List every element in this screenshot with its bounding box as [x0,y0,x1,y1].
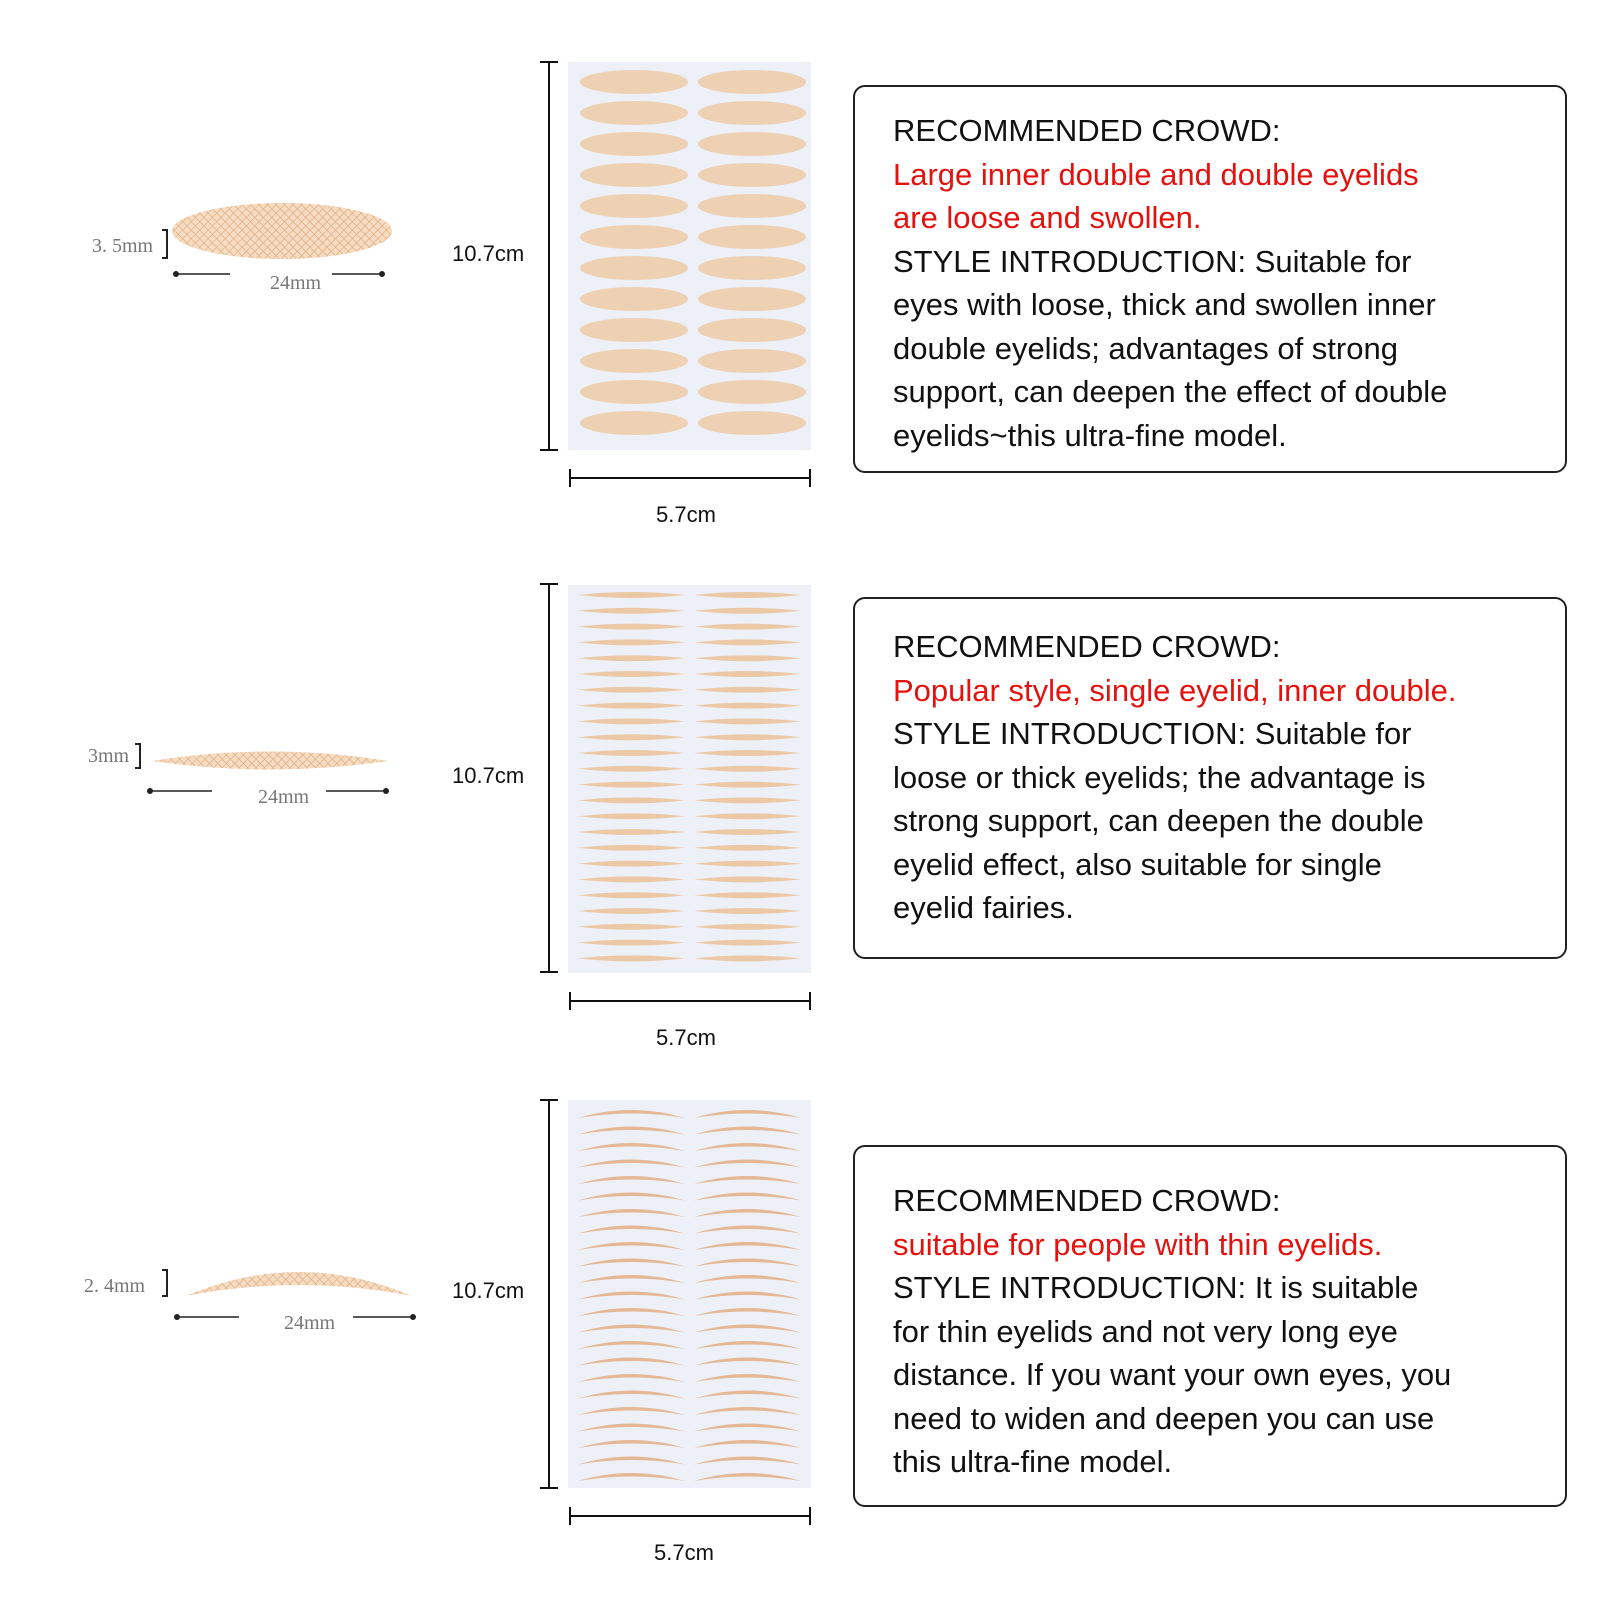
sheet-width-label: 5.7cm [656,502,716,527]
sticker-strip [694,1292,801,1300]
sticker-strip [578,1308,685,1316]
sticker-thickness-label: 3mm [88,745,130,767]
sticker-strip [578,766,685,772]
style-intro-text: for thin eyelids and not very long eye [893,1313,1398,1349]
sticker-strip [578,750,685,756]
sheet-height-label: 10.7cm [452,1278,525,1303]
sticker-strip [694,1193,801,1201]
single-sticker-arc-icon [184,1262,414,1302]
sticker-strip [694,876,801,882]
box-heading: RECOMMENDED CROWD: [893,113,1281,148]
sticker-strip [578,1275,685,1283]
style-intro-text: loose or thick eyelids; the advantage is [893,759,1426,795]
style-intro-text: STYLE INTRODUCTION: Suitable for [893,716,1412,751]
sticker-strip [694,687,801,693]
style-intro-text: need to widen and deepen you can use [893,1400,1435,1436]
sticker-strip [694,671,801,677]
sticker-strip [578,813,685,819]
sticker-strip [694,861,801,867]
sticker-strip [694,750,801,756]
sticker-strip [694,624,801,630]
sticker-strip [578,1407,685,1415]
sticker-strip [694,908,801,914]
sticker-strip [694,845,801,851]
sticker-strip [578,687,685,693]
sticker-strip [694,940,801,946]
sticker-strip [578,1341,685,1349]
sticker-strip [578,734,685,740]
sticker-strip [578,1176,685,1184]
sheet-height-ruler [538,1098,560,1490]
sticker-strip [694,1259,801,1267]
style-intro-text: strong support, can deepen the double [893,803,1424,838]
sticker-length-label: 24mm [284,1312,336,1334]
sticker-strip [694,1374,801,1382]
sticker-strip [578,1391,685,1399]
sticker-strip [694,1391,801,1399]
sticker-strip [694,1275,801,1283]
recommended-crowd-text: Large inner double and double eyelids [893,156,1419,192]
sticker-strip [578,1160,685,1168]
sticker-strip [694,1242,801,1250]
sticker-length-label: 24mm [258,786,310,808]
sticker-strip [578,608,685,614]
sticker-strip [694,1160,801,1168]
sticker-thickness-label: 3. 5mm [92,235,154,257]
sticker-strip [694,1226,801,1234]
style-intro-text: double eyelids; advantages of strong [893,330,1398,366]
sticker-strip [694,1110,801,1118]
sticker-strip [578,1457,685,1465]
sticker-strip [578,861,685,867]
sticker-strip [578,829,685,835]
sticker-strip [578,1424,685,1432]
sticker-strip [578,1374,685,1382]
sticker-strip [694,955,801,961]
sticker-strip [578,703,685,709]
sticker-strip [578,1259,685,1267]
sticker-strip [578,1242,685,1250]
sticker-strip [578,1325,685,1333]
sheet-width-ruler [568,990,812,1012]
sticker-strip [694,718,801,724]
style-intro-text: STYLE INTRODUCTION: Suitable for [893,243,1412,279]
sticker-strip [578,592,685,598]
sticker-strip [578,1473,685,1481]
sticker-strip [578,624,685,630]
sheet-width-ruler [568,1505,812,1527]
sticker-strip [578,1292,685,1300]
sheet-height-label: 10.7cm [452,763,525,788]
sticker-strip [694,1358,801,1366]
sticker-strip [694,924,801,930]
sticker-strip [694,608,801,614]
sticker-strip [694,1440,801,1448]
sheet-width-label: 5.7cm [656,1025,716,1050]
style-intro-text: this ultra-fine model. [893,1444,1173,1479]
sticker-strip [694,1407,801,1415]
sticker-strip [578,1143,685,1151]
style-intro-text: eyelids~this ultra-fine model. [893,417,1287,453]
sticker-strip [694,766,801,772]
sticker-strip [578,718,685,724]
sticker-strip [578,955,685,961]
sticker-thickness-label: 2. 4mm [84,1275,146,1297]
style-intro-text: STYLE INTRODUCTION: It is suitable [893,1270,1419,1305]
sticker-strip [694,797,801,803]
sticker-strip [694,1143,801,1151]
recommendation-box [853,1145,1567,1507]
sticker-sheet-narrow [568,585,811,973]
sticker-strip [694,1308,801,1316]
sticker-strip [694,1341,801,1349]
sheet-height-ruler [538,582,560,974]
style-intro-text: eyelid effect, also suitable for single [893,846,1382,882]
sticker-strip [694,655,801,661]
sheet-width-label: 5.7cm [654,1540,714,1565]
sticker-strip [694,734,801,740]
sticker-strip [578,876,685,882]
style-intro-text: eyes with loose, thick and swollen inner [893,287,1436,322]
sticker-strip [694,592,801,598]
sticker-strip [578,639,685,645]
sheet-height-label: 10.7cm [452,241,525,266]
sticker-strip [578,1209,685,1217]
sticker-strip [578,845,685,851]
box-heading: RECOMMENDED CROWD: [893,1183,1281,1218]
recommendation-box [853,597,1567,959]
recommended-crowd-text: are loose and swollen. [893,200,1202,235]
sticker-strip [578,1358,685,1366]
style-intro-text: support, can deepen the effect of double [893,374,1448,409]
sticker-strip [694,1127,801,1135]
sticker-strip [694,1209,801,1217]
sticker-strip [578,1193,685,1201]
sticker-strip [578,1110,685,1118]
thickness-bracket-icon [160,1268,170,1298]
recommended-crowd-text: Popular style, single eyelid, inner double. [893,672,1457,708]
sticker-strip [578,671,685,677]
sticker-strip [694,892,801,898]
sticker-strip [578,797,685,803]
sticker-strip [578,908,685,914]
sticker-strip [578,655,685,661]
sticker-strip [694,1325,801,1333]
sticker-strip [694,1457,801,1465]
sticker-strip [694,703,801,709]
box-heading: RECOMMENDED CROWD: [893,629,1281,664]
sticker-strip [578,1440,685,1448]
sticker-strip [578,1127,685,1135]
sticker-strip [694,813,801,819]
thickness-bracket-icon [133,742,143,770]
recommended-crowd-text: suitable for people with thin eyelids. [893,1226,1383,1262]
sticker-strip [578,782,685,788]
sticker-strip [578,892,685,898]
style-intro-text: eyelid fairies. [893,890,1074,925]
sticker-strip [578,940,685,946]
sticker-strip [578,1226,685,1234]
sticker-length-label: 24mm [270,272,322,294]
sticker-sheet-arc [568,1100,811,1488]
sticker-strip [694,1424,801,1432]
sticker-strip [694,829,801,835]
sticker-strip [578,924,685,930]
sticker-strip [694,639,801,645]
sticker-strip [694,1473,801,1481]
sticker-strip [694,1176,801,1184]
single-sticker-narrow-icon [150,746,390,776]
sticker-strip [694,782,801,788]
style-intro-text: distance. If you want your own eyes, you [893,1357,1452,1392]
